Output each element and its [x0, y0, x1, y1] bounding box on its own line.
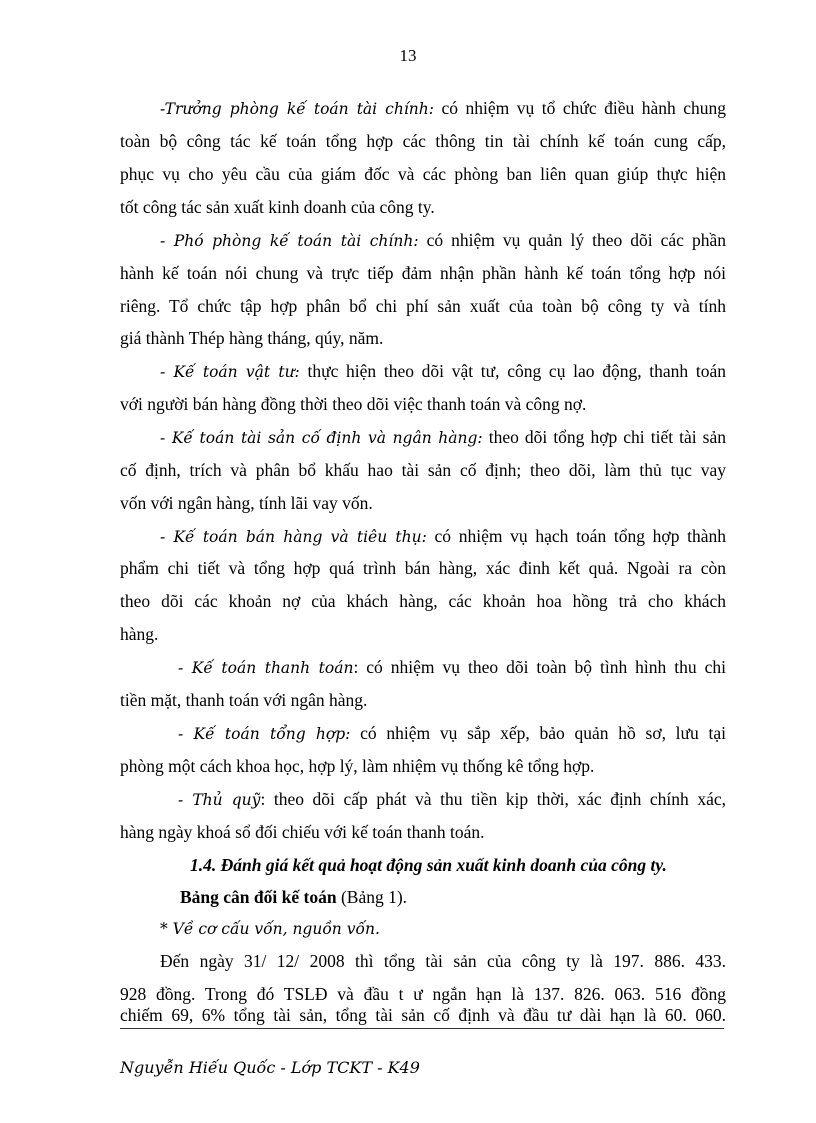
- paragraph-line: - Kế toán bán hàng và tiêu thụ: có nhiệm vụ hạch toán tổng hợp thành: [160, 526, 727, 546]
- term-label: - Kế toán tổng hợp:: [178, 725, 351, 743]
- term-label: - Phó phòng kế toán tài chính:: [160, 232, 419, 250]
- term-label: - Kế toán thanh toán: [178, 659, 354, 677]
- table-reference: Bảng cân đối kế toán (Bảng 1).: [180, 887, 408, 907]
- term-label: - Kế toán tài sản cố định và ngân hàng:: [160, 429, 483, 447]
- paragraph-line: - Thủ quỹ: theo dõi cấp phát và thu tiền kịp thời, xác định chính xác,: [178, 789, 726, 809]
- paragraph-line: toàn bộ công tác kế toán tổng hợp các thông tin tài chính kế toán cung cấp,: [120, 131, 726, 151]
- body-line: chiếm 69, 6% tổng tài sản, tổng tài sản cố định và đầu tư dài hạn là 60. 060.: [120, 1005, 726, 1025]
- paragraph-line: -Trưởng phòng kế toán tài chính: có nhiệm vụ tổ chức điều hành chung: [160, 98, 726, 118]
- paragraph-line: - Kế toán vật tư: thực hiện theo dõi vật tư, công cụ lao động, thanh toán: [160, 361, 726, 381]
- paragraph-line: - Phó phòng kế toán tài chính: có nhiệm vụ quản lý theo dõi các phần: [160, 230, 726, 250]
- paragraph-line: cố định, trích và phân bổ khấu hao tài sản cố định; theo dõi, làm thủ tục vay: [120, 460, 726, 480]
- subheading: * Về cơ cấu vốn, nguồn vốn.: [160, 920, 380, 938]
- body-line: Đến ngày 31/ 12/ 2008 thì tổng tài sản của công ty là 197. 886. 433.: [160, 951, 726, 971]
- paragraph-line: giá thành Thép hàng tháng, qúy, năm.: [120, 328, 384, 348]
- term-label: -Trưởng phòng kế toán tài chính:: [160, 100, 434, 118]
- term-label: - Thủ quỹ: [178, 791, 261, 809]
- paragraph-line: tiền mặt, thanh toán với ngân hàng.: [120, 690, 368, 710]
- body-line: 928 đồng. Trong đó TSLĐ và đầu t ư ngắn hạn là 137. 826. 063. 516 đồng: [120, 984, 726, 1004]
- paragraph-line: - Kế toán tổng hợp: có nhiệm vụ sắp xếp, bảo quản hồ sơ, lưu tại: [178, 723, 727, 743]
- paragraph-line: tốt công tác sản xuất kinh doanh của công ty.: [120, 197, 435, 217]
- term-label: - Kế toán bán hàng và tiêu thụ:: [160, 528, 427, 546]
- section-heading: 1.4. Đánh giá kết quả hoạt động sản xuất kinh doanh của công ty.: [190, 855, 667, 875]
- footer-divider: [120, 1028, 724, 1029]
- paragraph-line: - Kế toán thanh toán: có nhiệm vụ theo dõi toàn bộ tình hình thu chi: [178, 657, 726, 677]
- paragraph-line: với người bán hàng đồng thời theo dõi việc thanh toán và công nợ.: [120, 394, 587, 414]
- paragraph-line: vốn với ngân hàng, tính lãi vay vốn.: [120, 493, 373, 513]
- paragraph-line: - Kế toán tài sản cố định và ngân hàng: theo dõi tổng hợp chi tiết tài sản: [160, 427, 726, 447]
- paragraph-line: hàng ngày khoá sổ đối chiếu với kế toán thanh toán.: [120, 822, 485, 842]
- paragraph-line: hàng.: [120, 624, 159, 644]
- paragraph-line: phục vụ cho yêu cầu của giám đốc và các phòng ban liên quan giúp thực hiện: [120, 164, 726, 184]
- paragraph-line: riêng. Tổ chức tập hợp phân bổ chi phí sản xuất của toàn bộ công ty và tính: [120, 296, 726, 316]
- page-number: 13: [399, 46, 417, 65]
- paragraph-line: theo dõi các khoản nợ của khách hàng, các khoản hoa hồng trả cho khách: [120, 591, 726, 611]
- paragraph-line: hành kế toán nói chung và trực tiếp đảm nhận phần hành kế toán tổng hợp nói: [120, 263, 726, 283]
- term-label: - Kế toán vật tư:: [160, 363, 300, 381]
- page-footer: Nguyễn Hiếu Quốc - Lớp TCKT - K49: [120, 1058, 420, 1077]
- paragraph-line: phẩm chi tiết và tổng hợp quá trình bán hàng, xác đinh kết quả. Ngoài ra còn: [120, 558, 726, 578]
- paragraph-line: phòng một cách khoa học, hợp lý, làm nhiệm vụ thống kê tổng hợp.: [120, 756, 595, 776]
